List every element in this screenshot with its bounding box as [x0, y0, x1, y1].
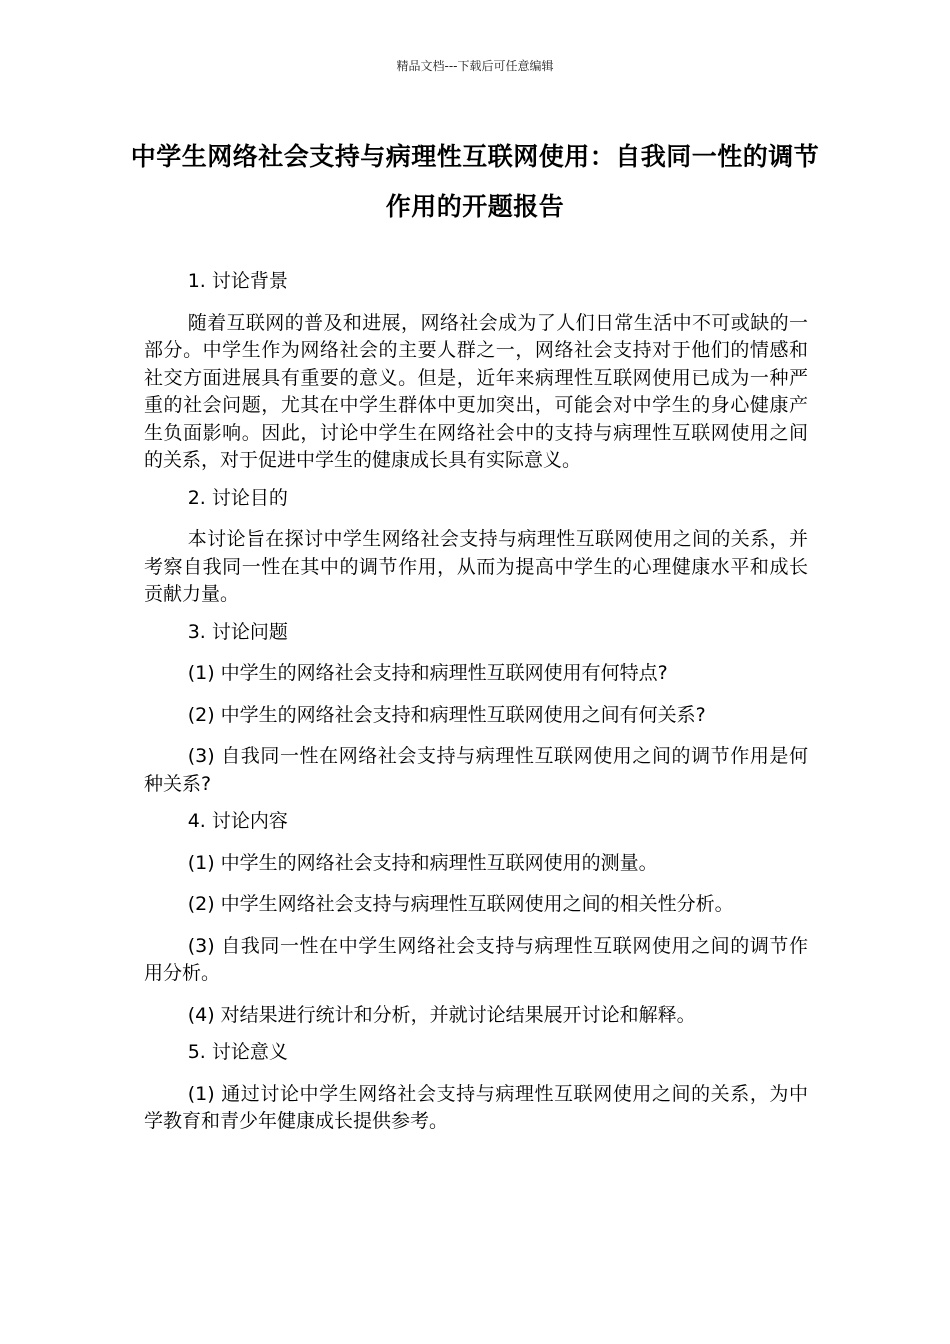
section-heading: 5. 讨论意义 [187, 1041, 288, 1063]
document-title: 中学生网络社会支持与病理性互联网使用：自我同一性的调节作用的开题报告 [130, 142, 820, 221]
body-paragraph: 本讨论旨在探讨中学生网络社会支持与病理性互联网使用之间的关系，并考察自我同一性在其中的调节作用，从而为提高中学生的心理健康水平和成长贡献力量。 [144, 528, 808, 605]
section-heading: 2. 讨论目的 [187, 486, 288, 509]
list-item: (4) 对结果进行统计和分析，并就讨论结果展开讨论和解释。 [187, 1003, 696, 1026]
list-item: (2) 中学生网络社会支持与病理性互联网使用之间的相关性分析。 [187, 893, 734, 915]
section-heading: 1. 讨论背景 [187, 270, 288, 292]
list-item: (2) 中学生的网络社会支持和病理性互联网使用之间有何关系? [187, 703, 706, 726]
list-item: (3) 自我同一性在中学生网络社会支持与病理性互联网使用之间的调节作用分析。 [144, 934, 808, 984]
section-heading: 3. 讨论问题 [187, 620, 288, 643]
list-item: (1) 中学生的网络社会支持和病理性互联网使用的测量。 [187, 851, 658, 874]
list-item: (1) 通过讨论中学生网络社会支持与病理性互联网使用之间的关系，为中学教育和青少年健康成长提供参考。 [144, 1082, 808, 1132]
header-note: 精品文档---下载后可任意编辑 [396, 59, 554, 73]
document-body [144, 268, 808, 1136]
body-paragraph: 随着互联网的普及和进展，网络社会成为了人们日常生活中不可或缺的一部分。中学生作为网络社会的主要人群之一，网络社会支持对于他们的情感和社交方面进展具有重要的意义。但是，近年来病理性互联网使用已成为一种严重的社会问题，尤其在中学生群体中更加突出，可能会对中学生的身心健康产生负面影响。因此，讨论中学生在网络社会中的支持与病理性互联网使用之间的关系，对于促进中学生的健康成长具有实际意义。 [144, 311, 808, 471]
list-item: (1) 中学生的网络社会支持和病理性互联网使用有何特点? [187, 662, 668, 684]
section-heading: 4. 讨论内容 [187, 810, 288, 832]
list-item: (3) 自我同一性在网络社会支持与病理性互联网使用之间的调节作用是何种关系? [144, 745, 808, 795]
